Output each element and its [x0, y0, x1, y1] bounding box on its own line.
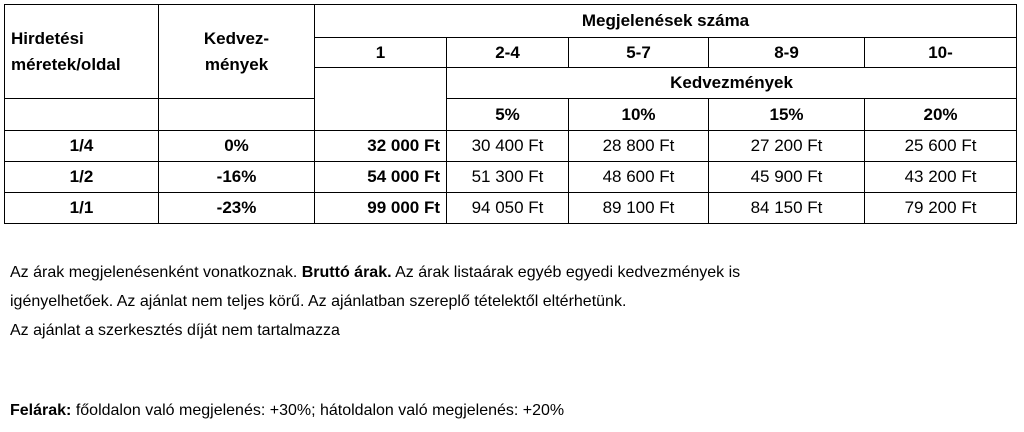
- surcharge-label: Felárak:: [10, 402, 72, 419]
- discount-cell: -23%: [159, 193, 315, 224]
- surcharge-text: főoldalon való megjelenés: +30%; hátoldalon való megjelenés: +20%: [71, 402, 565, 419]
- appearance-count-8-9: 8-9: [709, 38, 865, 68]
- discounts-header: Kedvezmények: [447, 68, 1017, 99]
- table-row: [5, 131, 1017, 162]
- notes: [10, 258, 1010, 345]
- note-text: Az árak listaárak egyéb egyedi kedvezmények is: [391, 264, 741, 281]
- surcharge-line: [10, 398, 1010, 424]
- note-line-3: Az ajánlat a szerkesztés díját nem tartalmazza: [10, 322, 340, 339]
- price-cell: 94 050 Ft: [447, 193, 569, 224]
- discount-header: [159, 5, 315, 99]
- empty-cell: [159, 99, 315, 131]
- price-table: [4, 4, 1017, 224]
- sizes-header-line2: méretek/oldal: [11, 54, 121, 74]
- price-cell: 27 200 Ft: [709, 131, 865, 162]
- gross-prices-label: Bruttó árak.: [301, 264, 392, 281]
- price-cell: 45 900 Ft: [709, 162, 865, 193]
- size-cell: 1/4: [5, 131, 159, 162]
- discount-cell: 0%: [159, 131, 315, 162]
- price-cell: 28 800 Ft: [569, 131, 709, 162]
- empty-cell: [315, 99, 447, 131]
- appearance-count-2-4: 2-4: [447, 38, 569, 68]
- appearance-count-1: 1: [315, 38, 447, 68]
- note-line-1: [10, 258, 1010, 287]
- discount-percent: 5%: [447, 99, 569, 131]
- price-cell: 51 300 Ft: [447, 162, 569, 193]
- price-cell: 25 600 Ft: [865, 131, 1017, 162]
- discount-percent: 20%: [865, 99, 1017, 131]
- appearances-header: Megjelenések száma: [315, 5, 1017, 38]
- appearance-count-10: 10-: [865, 38, 1017, 68]
- discount-cell: -16%: [159, 162, 315, 193]
- discount-percent: 15%: [709, 99, 865, 131]
- sizes-header: [5, 5, 159, 99]
- price-cell: 48 600 Ft: [569, 162, 709, 193]
- size-cell: 1/2: [5, 162, 159, 193]
- table-row: [5, 162, 1017, 193]
- table-row: [5, 193, 1017, 224]
- empty-cell: [5, 99, 159, 131]
- size-cell: 1/1: [5, 193, 159, 224]
- price-cell: 32 000 Ft: [315, 131, 447, 162]
- empty-cell: [315, 68, 447, 99]
- price-cell: 43 200 Ft: [865, 162, 1017, 193]
- price-cell: 84 150 Ft: [709, 193, 865, 224]
- price-cell: 79 200 Ft: [865, 193, 1017, 224]
- discount-percent: 10%: [569, 99, 709, 131]
- note-text: Az árak megjelenésenként vonatkoznak.: [10, 264, 302, 281]
- note-line-2: igényelhetőek. Az ajánlat nem teljes körű. Az ajánlatban szereplő tételektől eltérhetünk.: [10, 293, 627, 310]
- price-cell: 89 100 Ft: [569, 193, 709, 224]
- discount-header-line1: Kedvez-: [203, 28, 270, 48]
- appearance-count-5-7: 5-7: [569, 38, 709, 68]
- sizes-header-line1: Hirdetési: [11, 28, 84, 48]
- discount-header-line2: mények: [204, 54, 269, 74]
- price-cell: 30 400 Ft: [447, 131, 569, 162]
- price-cell: 99 000 Ft: [315, 193, 447, 224]
- price-cell: 54 000 Ft: [315, 162, 447, 193]
